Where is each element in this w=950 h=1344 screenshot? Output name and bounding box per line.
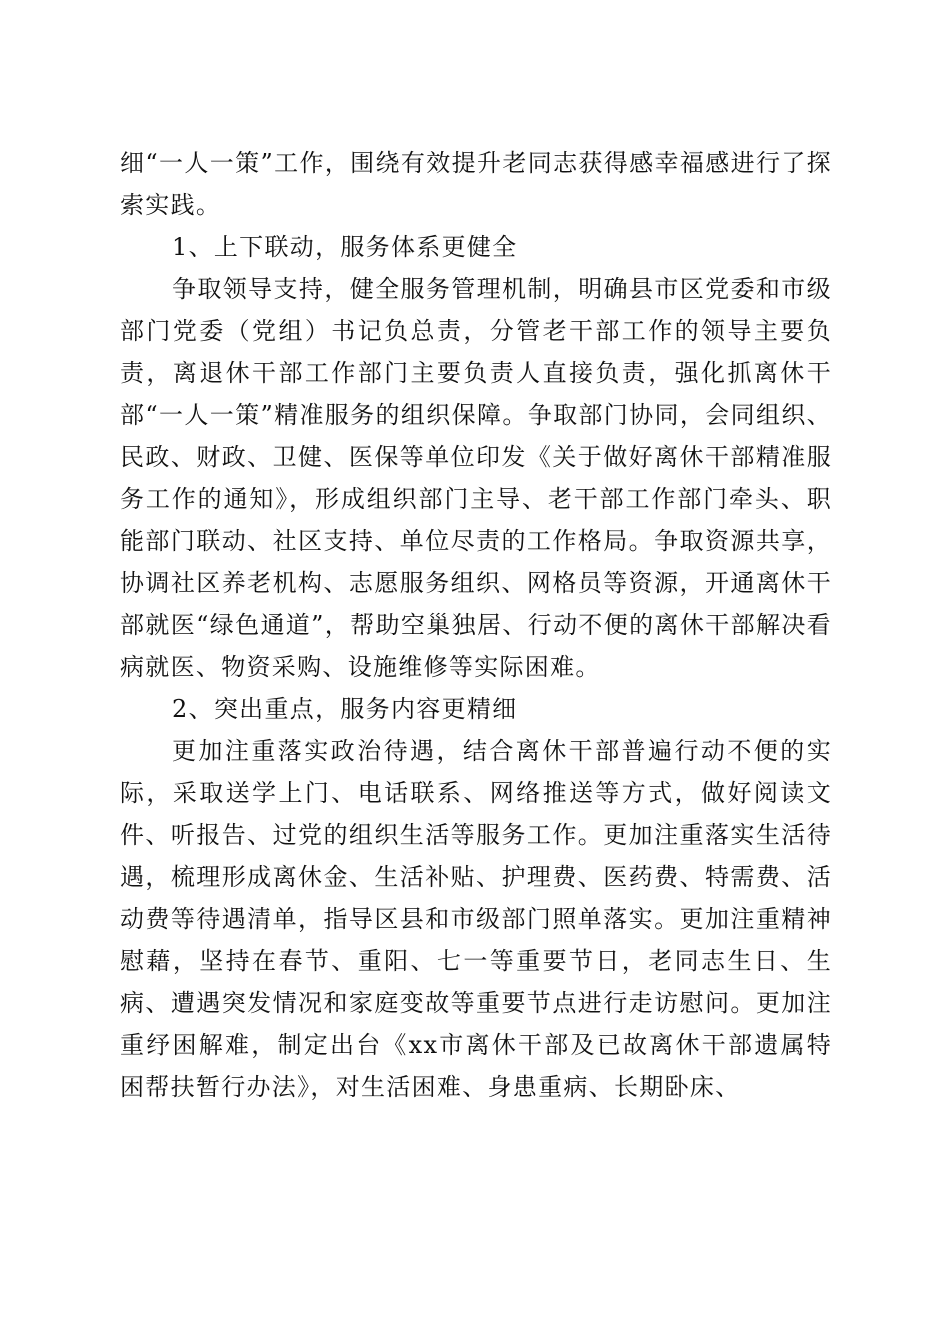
continuation-paragraph: 细“一人一策”工作，围绕有效提升老同志获得感幸福感进行了探索实践。 bbox=[120, 149, 832, 219]
section-1-paragraph: 争取领导支持，健全服务管理机制，明确县市区党委和市级部门党委（党组）书记负总责，分管老干部工作的领导主要负责，离退休干部工作部门主要负责人直接负责，强化抓离休干部“一人一策”精准服务的组织保障。争取部门协同，会同组织、民政、财政、卫健、医保等单位印发《关于做好离休干部精准服务工作的通知》，形成组织部门主导、老干部工作部门牵头、职能部门联动、社区支持、单位尽责的工作格局。争取资源共享，协调社区养老机构、志愿服务组织、网格员等资源，开通离休干部就医“绿色通道”，帮助空巢独居、行动不便的离休干部解决看病就医、物资采购、设施维修等实际困难。 bbox=[120, 275, 832, 681]
section-2-paragraph: 更加注重落实政治待遇，结合离休干部普遍行动不便的实际，采取送学上门、电话联系、网络推送等方式，做好阅读文件、听报告、过党的组织生活等服务工作。更加注重落实生活待遇，梳理形成离休金、生活补贴、护理费、医药费、特需费、活动费等待遇清单，指导区县和市级部门照单落实。更加注重精神慰藉，坚持在春节、重阳、七一等重要节日，老同志生日、生病、遭遇突发情况和家庭变故等重要节点进行走访慰问。更加注重纾困解难，制定出台《xx市离休干部及已故离休干部遗属特困帮扶暂行办法》，对生活困难、身患重病、长期卧床、 bbox=[120, 737, 832, 1101]
section-2-heading: 2、突出重点，服务内容更精细 bbox=[172, 695, 518, 723]
section-1-heading: 1、上下联动，服务体系更健全 bbox=[172, 233, 518, 261]
document-body bbox=[120, 142, 832, 1108]
